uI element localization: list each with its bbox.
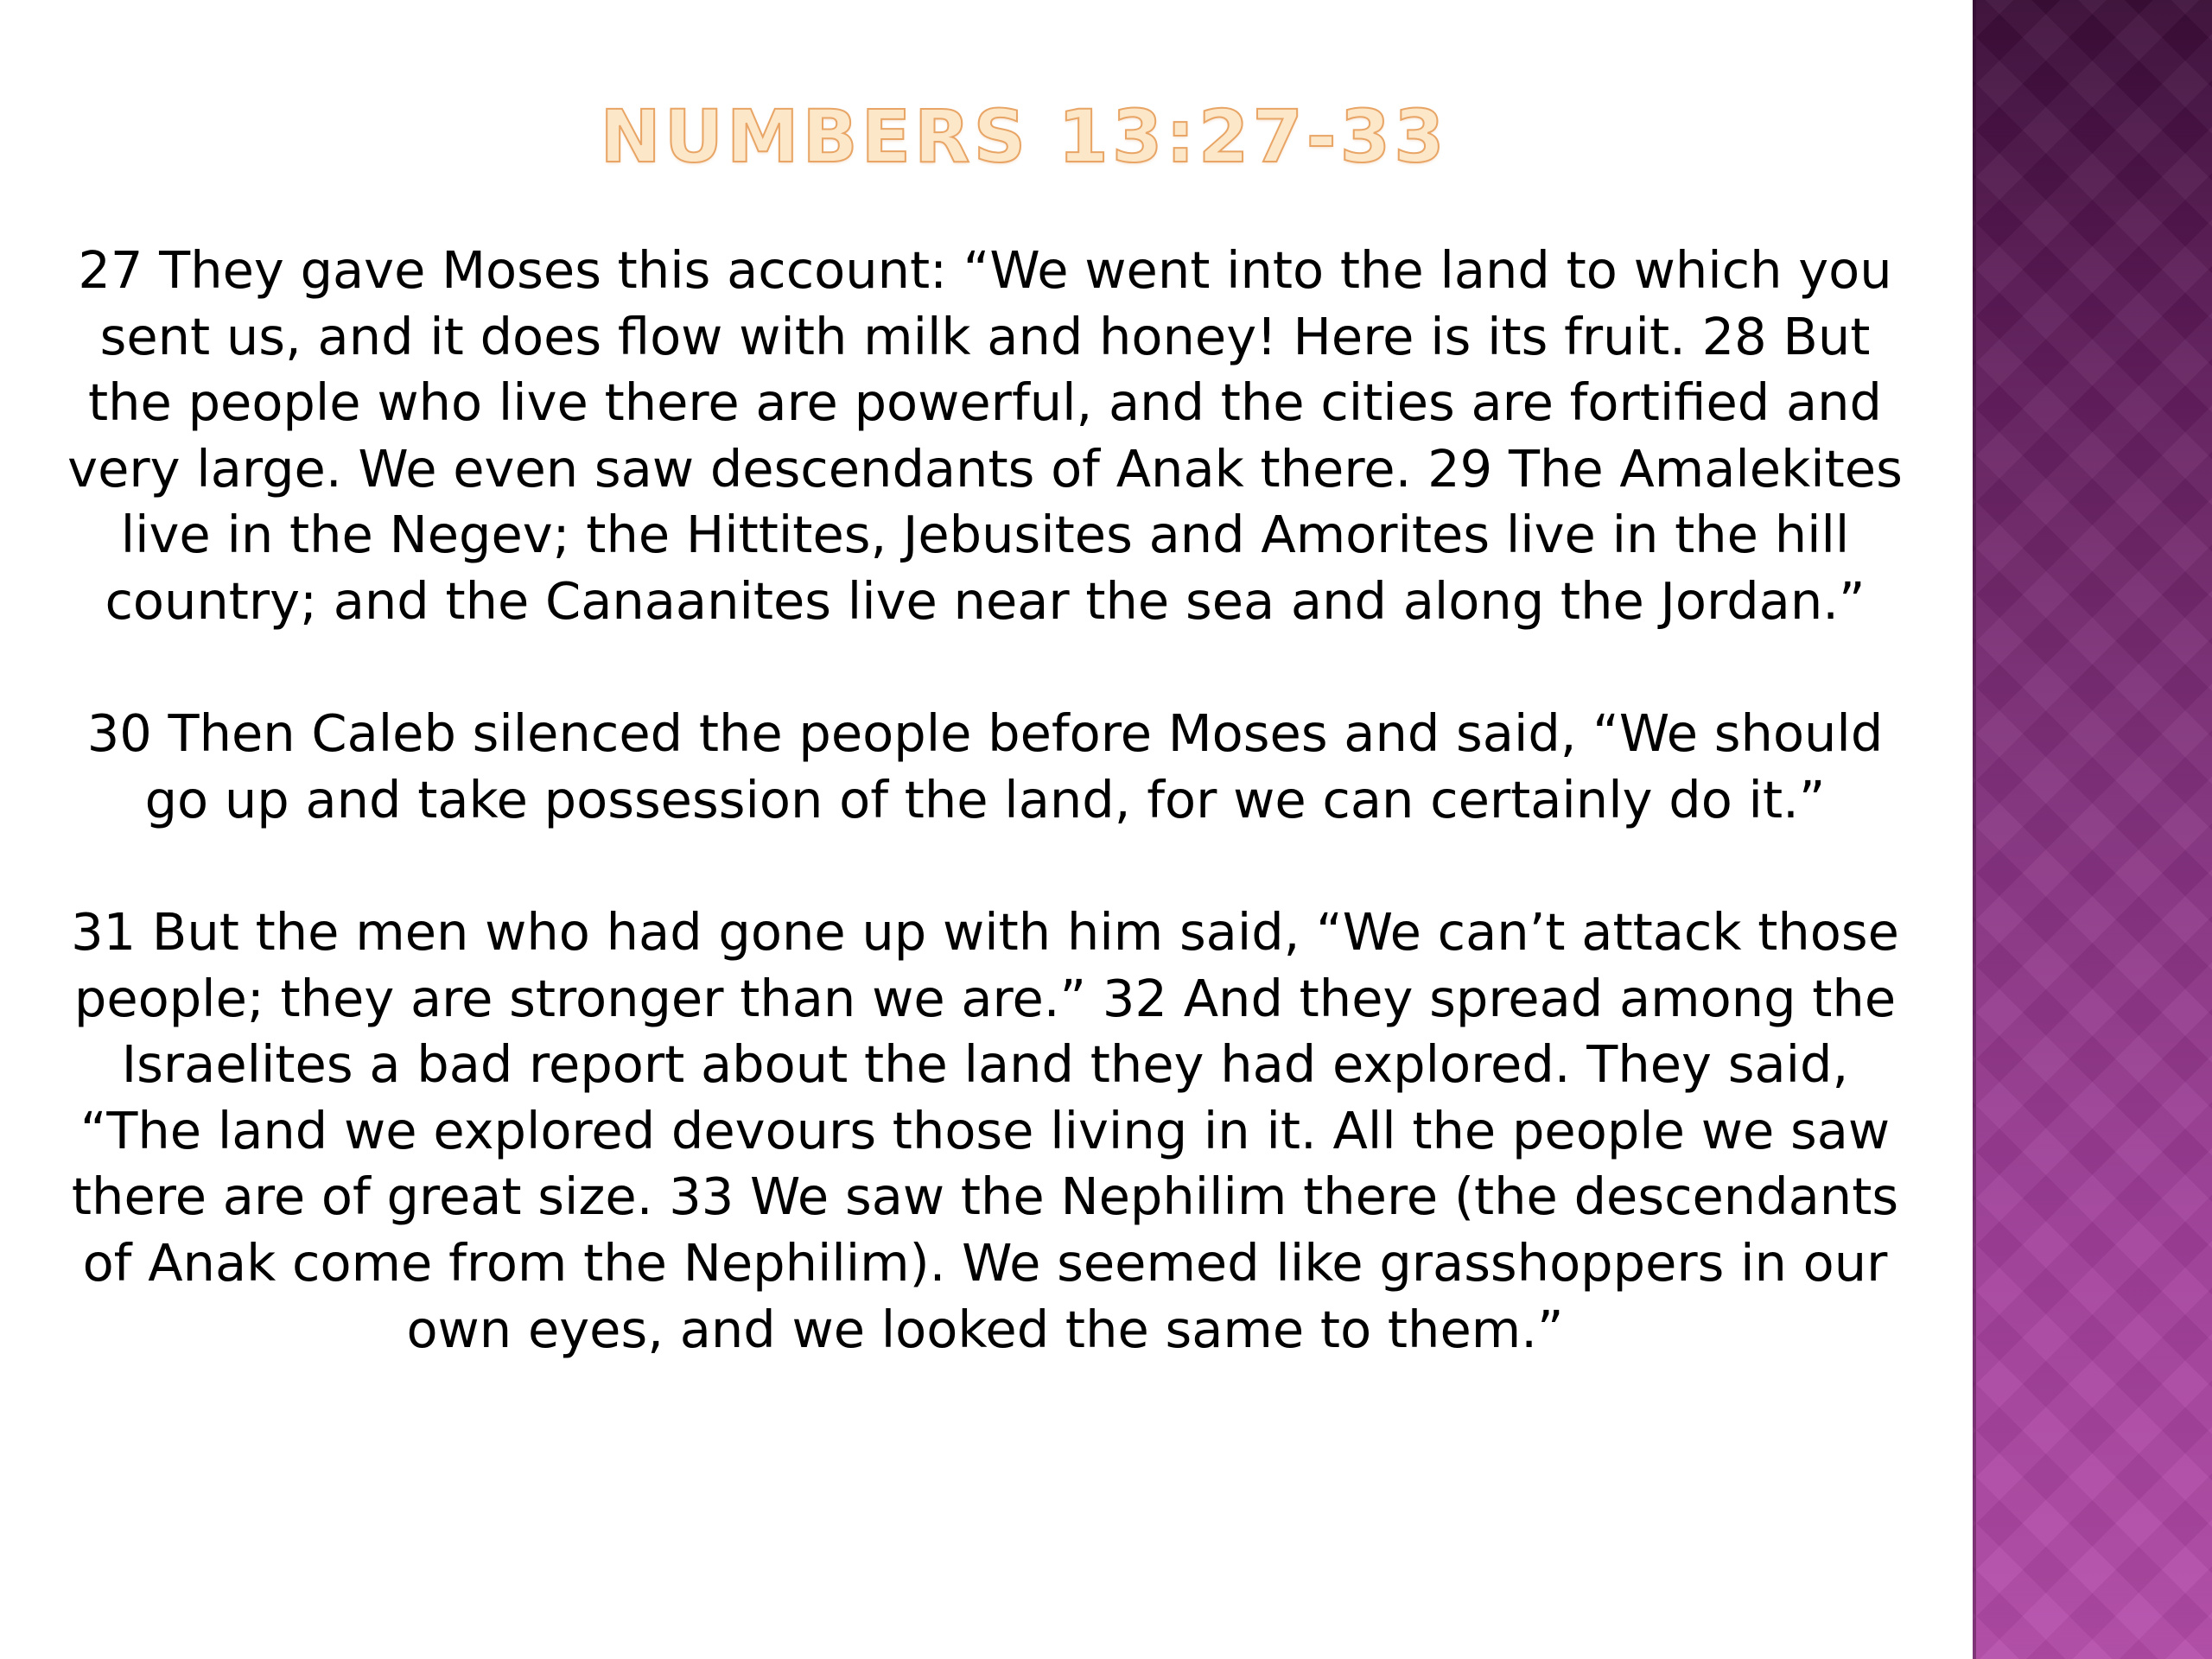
side-panel-edge [1973, 0, 1976, 1659]
decorative-side-panel [1973, 0, 2212, 1659]
paragraph-verses-27-29: 27 They gave Moses this account: “We went into the land to which you sent us, and it does flow with milk and honey! Here is its fruit. 28 But the people who live there are powerful, and the cities are fortified and very large. We even saw descendants of Anak there. 29 The Amalekites live in the Negev; the Hittites, Jebusites and Amorites live in the hill country; and the Canaanites live near the sea and along the Jordan.” [67, 240, 1903, 631]
slide-title: NUMBERS 13:27-33 [600, 94, 1448, 179]
paragraph-verses-31-33: 31 But the men who had gone up with him said, “We can’t attack those people; they are stronger than we are.” 32 And they spread among the Israelites a bad report about the land they had explored. They said, “The land we explored devours those living in it. All the people we saw there are of great size. 33 We saw the Nephilim there (the descendants of Anak come from the Nephilim). We seemed like grasshoppers in our own eyes, and we looked the same to them.” [71, 901, 1899, 1359]
paragraph-verse-30: 30 Then Caleb silenced the people before Moses and said, “We should go up and take possession of the land, for we can certainly do it.” [86, 703, 1884, 830]
scripture-body [60, 238, 1910, 1363]
